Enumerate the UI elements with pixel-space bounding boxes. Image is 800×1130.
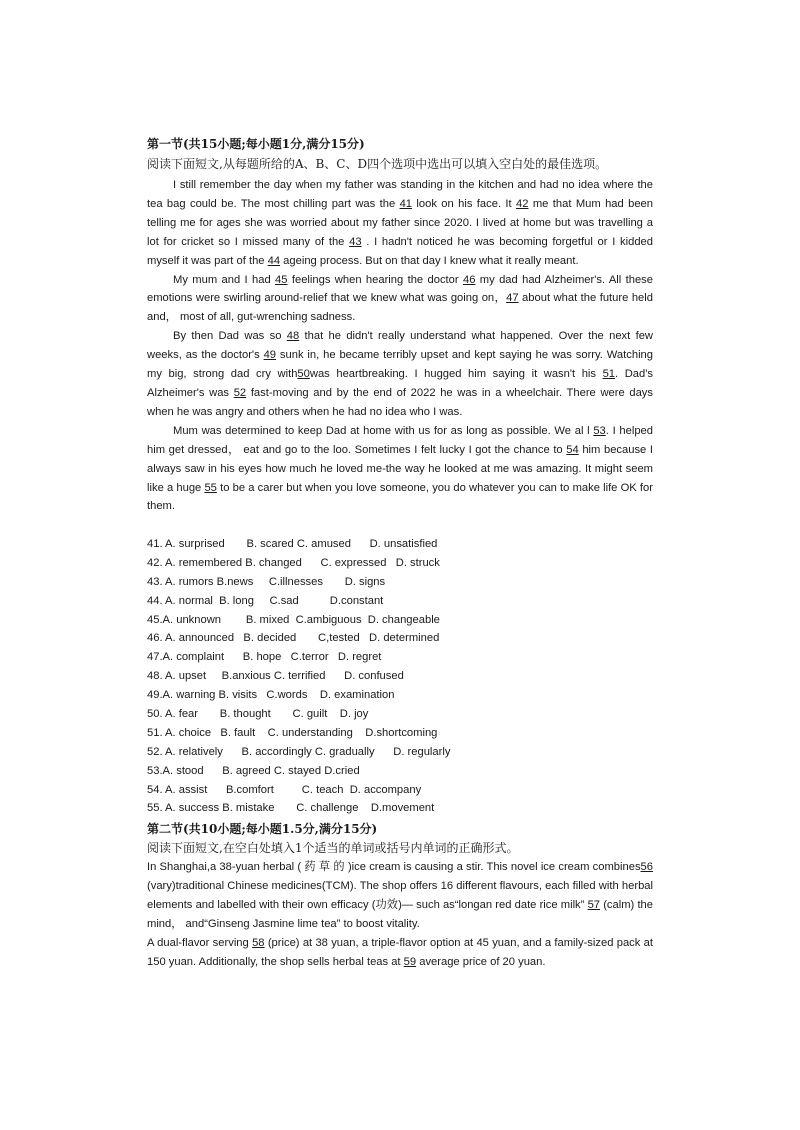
option-row-51: 51. A. choice B. fault C. understanding D.shortcoming bbox=[147, 726, 438, 739]
option-row-53: 53.A. stood B. agreed C. stayed D.cried bbox=[147, 764, 360, 777]
passage-2-paragraph-1: In Shanghai,a 38-yuan herbal ( 药 草 的 )ice cream is causing a stir. This novel ice cream combines56 (vary)traditional Chinese medicines(TCM). The shop offers 16 different flavours, each filled with herbal elements and labelled with their own efficacy (功效)— such as“longan red date rice milk” 57 (calm) the mind， and“Ginseng Jasmine lime tea” to boost vitality. bbox=[147, 861, 653, 930]
blank-42: 42 bbox=[516, 197, 529, 210]
section-1-instruction: 阅读下面短文,从每题所给的A、B、C、D四个选项中选出可以填入空白处的最佳选项。 bbox=[147, 157, 608, 171]
blank-54: 54 bbox=[566, 443, 579, 456]
option-row-50: 50. A. fear B. thought C. guilt D. joy bbox=[147, 708, 369, 721]
blank-52: 52 bbox=[233, 386, 247, 399]
blank-57: 57 bbox=[587, 898, 601, 911]
blank-56: 56 bbox=[640, 861, 653, 873]
passage-2-paragraph-2: A dual-flavor serving 58 (price) at 38 yuan, a triple-flavor option at 45 yuan, and a family-sized pack at 150 yuan. Additionally, the shop sells herbal teas at 59 average price of 20 yuan. bbox=[147, 936, 653, 968]
option-row-41: 41. A. surprised B. scared C. amused D. unsatisfied bbox=[147, 538, 438, 550]
blank-44: 44 bbox=[267, 254, 281, 267]
blank-51: 51 bbox=[602, 368, 616, 381]
option-row-48: 48. A. upset B.anxious C. terrified D. confused bbox=[147, 670, 404, 683]
option-row-55: 55. A. success B. mistake C. challenge D.movement bbox=[147, 802, 435, 815]
option-row-43: 43. A. rumors B.news C.illnesses D. signs bbox=[147, 575, 386, 588]
option-row-42: 42. A. remembered B. changed C. expressed D. struck bbox=[147, 556, 440, 569]
option-row-47: 47.A. complaint B. hope C.terror D. regret bbox=[147, 651, 382, 664]
blank-43: 43 bbox=[349, 235, 362, 248]
blank-47: 47 bbox=[506, 292, 519, 305]
section-2-header: 第二节(共10小题;每小题1.5分,满分15分) bbox=[147, 822, 378, 836]
passage-1-paragraph-3: By then Dad was so 48 that he didn't really understand what happened. Over the next few weeks, as the doctor's 49 sunk in, he became terribly upset and kept saying he was sorry. Watching my big, strong dad cry with50was heartbreaking. I hugged him saying it wasn't his 51. Dad's Alzheimer's was 52 fast-moving and by the end of 2022 he was in a wheelchair. There were days when he was angry and others when he had no idea who I was. bbox=[147, 330, 653, 418]
option-row-54: 54. A. assist B.comfort C. teach D. accompany bbox=[147, 783, 422, 796]
blank-58: 58 bbox=[252, 936, 265, 949]
section-1-header: 第一节(共15小题;每小题1分,满分15分) bbox=[147, 137, 365, 151]
option-row-46: 46. A. announced B. decided C,tested D. determined bbox=[147, 632, 440, 645]
section-2-instruction: 阅读下面短文,在空白处填入1个适当的单词或括号内单词的正确形式。 bbox=[147, 841, 519, 855]
blank-48: 48 bbox=[286, 330, 300, 343]
passage-1-paragraph-4: Mum was determined to keep Dad at home with us for as long as possible. We al l 53. I helped him get dressed， eat and go to the loo. Sometimes I felt lucky I got the chance to 54 him because I always saw in his eyes how much he loved me-the way he looked at me was amazing. It might seem like a huge 55 to be a carer but when you love someone, you do whatever you can to make life OK for them. bbox=[147, 424, 654, 513]
blank-50: 50 bbox=[297, 368, 310, 381]
blank-49: 49 bbox=[263, 349, 277, 362]
blank-53: 53 bbox=[593, 424, 606, 437]
reading-passage-2 bbox=[147, 858, 653, 971]
answer-options bbox=[147, 535, 653, 818]
blank-46: 46 bbox=[462, 273, 476, 286]
blank-59: 59 bbox=[403, 955, 417, 968]
reading-passage-1 bbox=[147, 176, 653, 516]
blank-41: 41 bbox=[399, 197, 413, 210]
passage-1-paragraph-1: I still remember the day when my father was standing in the kitchen and had no idea where the tea bag could be. The most chilling part was the 41 look on his face. It 42 me that Mum had been telling me for ages she was worried about my father since 2020. I lived at home but was travelling a lot for cricket so I missed many of the 43 . I hadn't noticed he was becoming forgetful or I kidded myself it was part of the 44 ageing process. But on that day I knew what it really meant. bbox=[147, 179, 653, 267]
passage-1-paragraph-2: My mum and I had 45 feelings when hearing the doctor 46 my dad had Alzheimer's. All these emotions were swirling around-relief that we knew what was going on，47 about what the future held and， most of all, gut-wrenching sadness. bbox=[147, 273, 653, 324]
option-row-52: 52. A. relatively B. accordingly C. gradually D. regularly bbox=[147, 745, 451, 758]
option-row-49: 49.A. warning B. visits C.words D. examination bbox=[147, 689, 395, 702]
option-row-45: 45.A. unknown B. mixed C.ambiguous D. changeable bbox=[147, 613, 440, 626]
option-row-44: 44. A. normal B. long C.sad D.constant bbox=[147, 594, 384, 607]
blank-45: 45 bbox=[275, 273, 288, 286]
blank-55: 55 bbox=[204, 481, 217, 494]
